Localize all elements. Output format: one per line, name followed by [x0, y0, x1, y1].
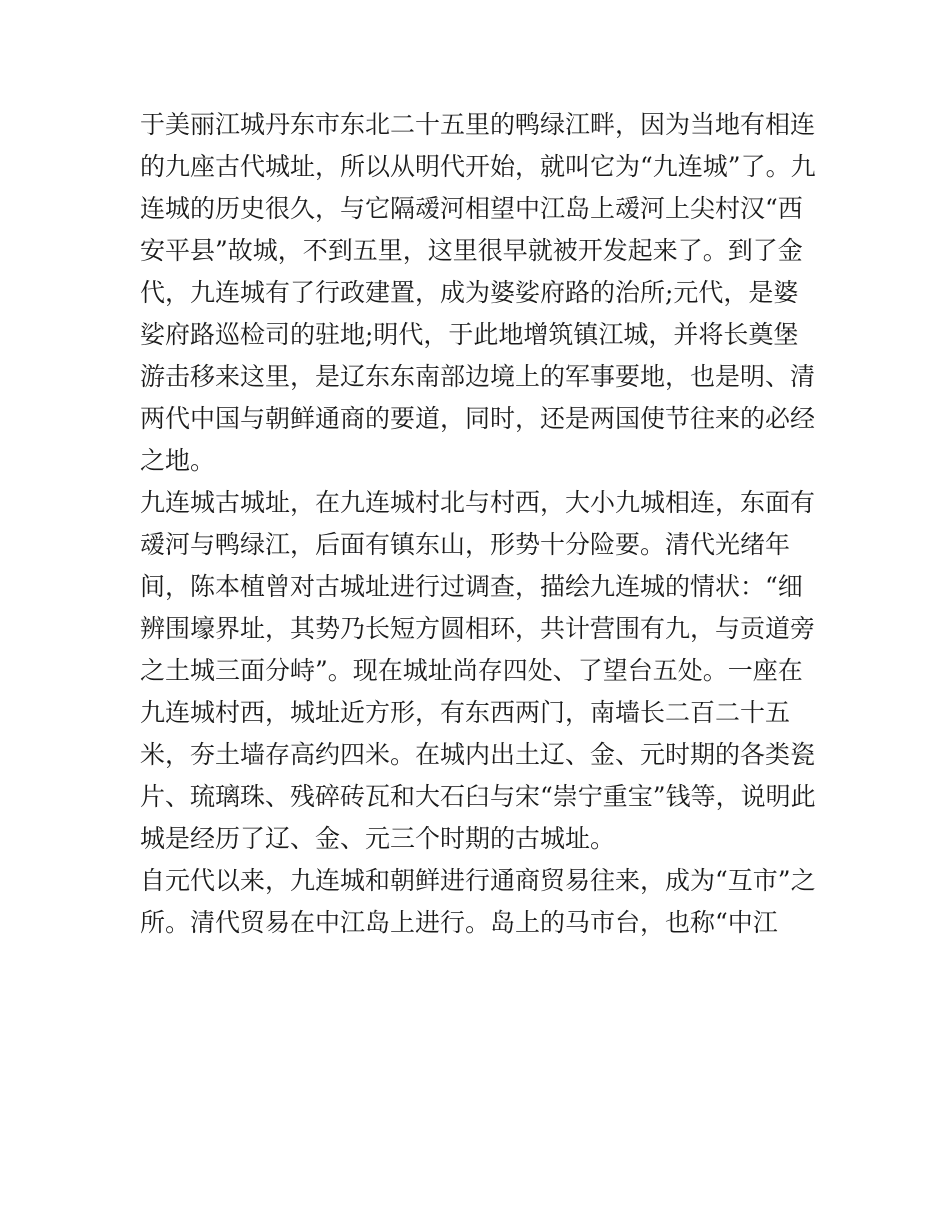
body-text [140, 104, 815, 944]
text-line: 城是经历了辽、金、元三个时期的古城址。 [140, 824, 616, 853]
text-line: 所。清代贸易在中江岛上进行。岛上的马市台，也称“中江 [140, 908, 778, 937]
text-line: 于美丽江城丹东市东北二十五里的鸭绿江畔，因为当地有相连 [140, 110, 816, 139]
text-line: 连城的历史很久，与它隔叆河相望中江岛上叆河上尖村汉“西 [140, 194, 803, 223]
text-line: 自元代以来，九连城和朝鲜进行通商贸易往来，成为“互市”之 [140, 866, 816, 895]
text-line: 娑府路巡检司的驻地;明代，于此地增筑镇江城，并将长奠堡 [140, 320, 799, 349]
text-line: 辨围壕界址，其势乃长短方圆相环，共计营围有九，与贡道旁 [140, 614, 816, 643]
text-line: 叆河与鸭绿江，后面有镇东山，形势十分险要。清代光绪年 [140, 530, 791, 559]
text-line: 代，九连城有了行政建置，成为婆娑府路的治所;元代，是婆 [140, 278, 799, 307]
text-line: 之土城三面分峙”。现在城址尚存四处、了望台五处。一座在 [140, 656, 803, 685]
text-line: 九连城古城址，在九连城村北与村西，大小九城相连，东面有 [140, 488, 816, 517]
text-line: 之地。 [140, 446, 216, 475]
text-line: 安平县”故城，不到五里，这里很早就被开发起来了。到了金 [140, 236, 803, 265]
text-line: 片、琉璃珠、残碎砖瓦和大石臼与宋“崇宁重宝”钱等，说明此 [140, 782, 816, 811]
text-line: 九连城村西，城址近方形，有东西两门，南墙长二百二十五 [140, 698, 791, 727]
text-line: 两代中国与朝鲜通商的要道，同时，还是两国使节往来的必经 [140, 404, 816, 433]
text-line: 的九座古代城址，所以从明代开始，就叫它为“九连城”了。九 [140, 152, 816, 181]
text-line: 游击移来这里，是辽东东南部边境上的军事要地，也是明、清 [140, 362, 816, 391]
text-line: 米，夯土墙存高约四米。在城内出土辽、金、元时期的各类瓷 [140, 740, 816, 769]
text-line: 间，陈本植曾对古城址进行过调查，描绘九连城的情状：“细 [140, 572, 803, 601]
